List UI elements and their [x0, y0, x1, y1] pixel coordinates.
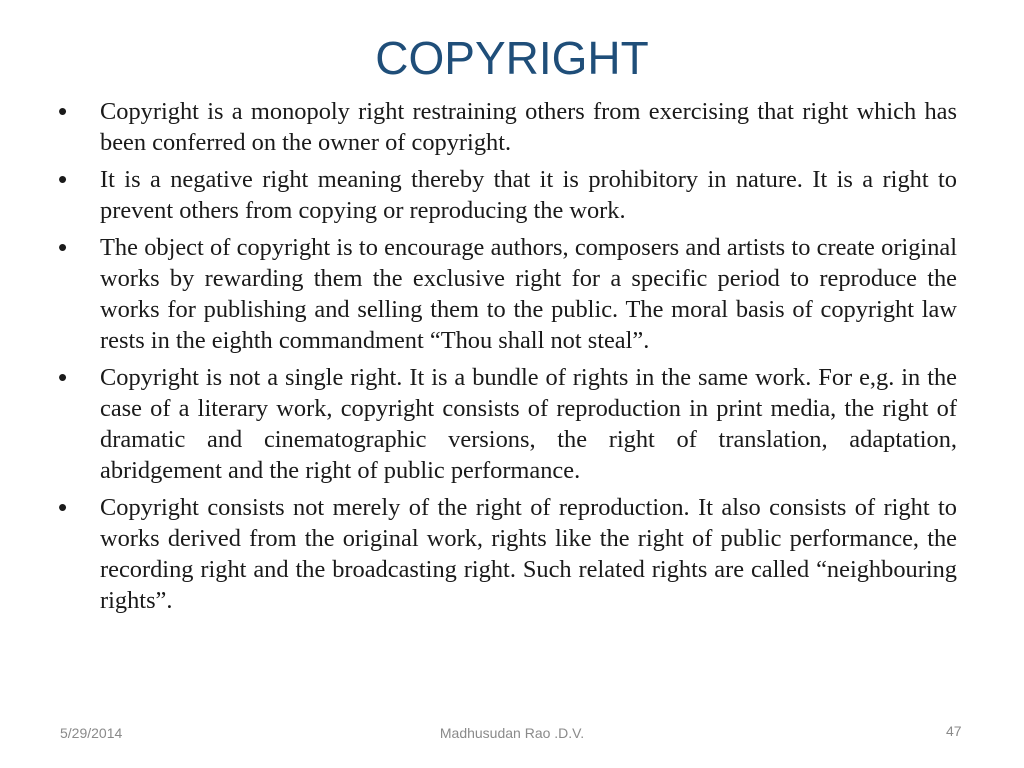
bullet-item [57, 492, 957, 616]
bullet-text: Copyright consists not merely of the right of reproduction. It also consists of right to works derived from the original work, rights like the right of public performance, the recording right and the broadcasting right. Such related rights are called “neighbouring rights”. [100, 494, 957, 614]
bullet-item [57, 362, 957, 486]
bullet-text: The object of copyright is to encourage authors, composers and artists to create original works by rewarding them the exclusive right for a specific period to reproduce the works for publishing and selling them to the public. The moral basis of copyright law rests in the eighth commandment “Thou shall not steal”. [100, 234, 957, 354]
bullet-marker-icon: • [58, 362, 68, 392]
footer-author: Madhusudan Rao .D.V. [439, 725, 585, 741]
bullet-marker-icon: • [58, 492, 68, 522]
page-number: 47 [946, 723, 962, 739]
bullet-text: Copyright is not a single right. It is a bundle of rights in the same work. For e,g. in the case of a literary work, copyright consists of reproduction in print media, the right of dramatic and cinematographic versions, the right of translation, adaptation, abridgement and the right of public performance. [100, 364, 957, 484]
bullet-marker-icon: • [58, 232, 68, 262]
footer-date: 5/29/2014 [60, 725, 123, 741]
bullet-text: It is a negative right meaning thereby that it is prohibitory in nature. It is a right to prevent others from copying or reproducing the work. [100, 166, 957, 224]
bullet-item [57, 96, 957, 158]
bullet-item [57, 232, 957, 356]
bullet-marker-icon: • [58, 96, 68, 126]
bullet-list [57, 96, 957, 622]
slide-title: COPYRIGHT [375, 32, 649, 84]
bullet-marker-icon: • [58, 164, 68, 194]
bullet-item [57, 164, 957, 226]
bullet-text: Copyright is a monopoly right restraining others from exercising that right which has been conferred on the owner of copyright. [100, 98, 957, 156]
